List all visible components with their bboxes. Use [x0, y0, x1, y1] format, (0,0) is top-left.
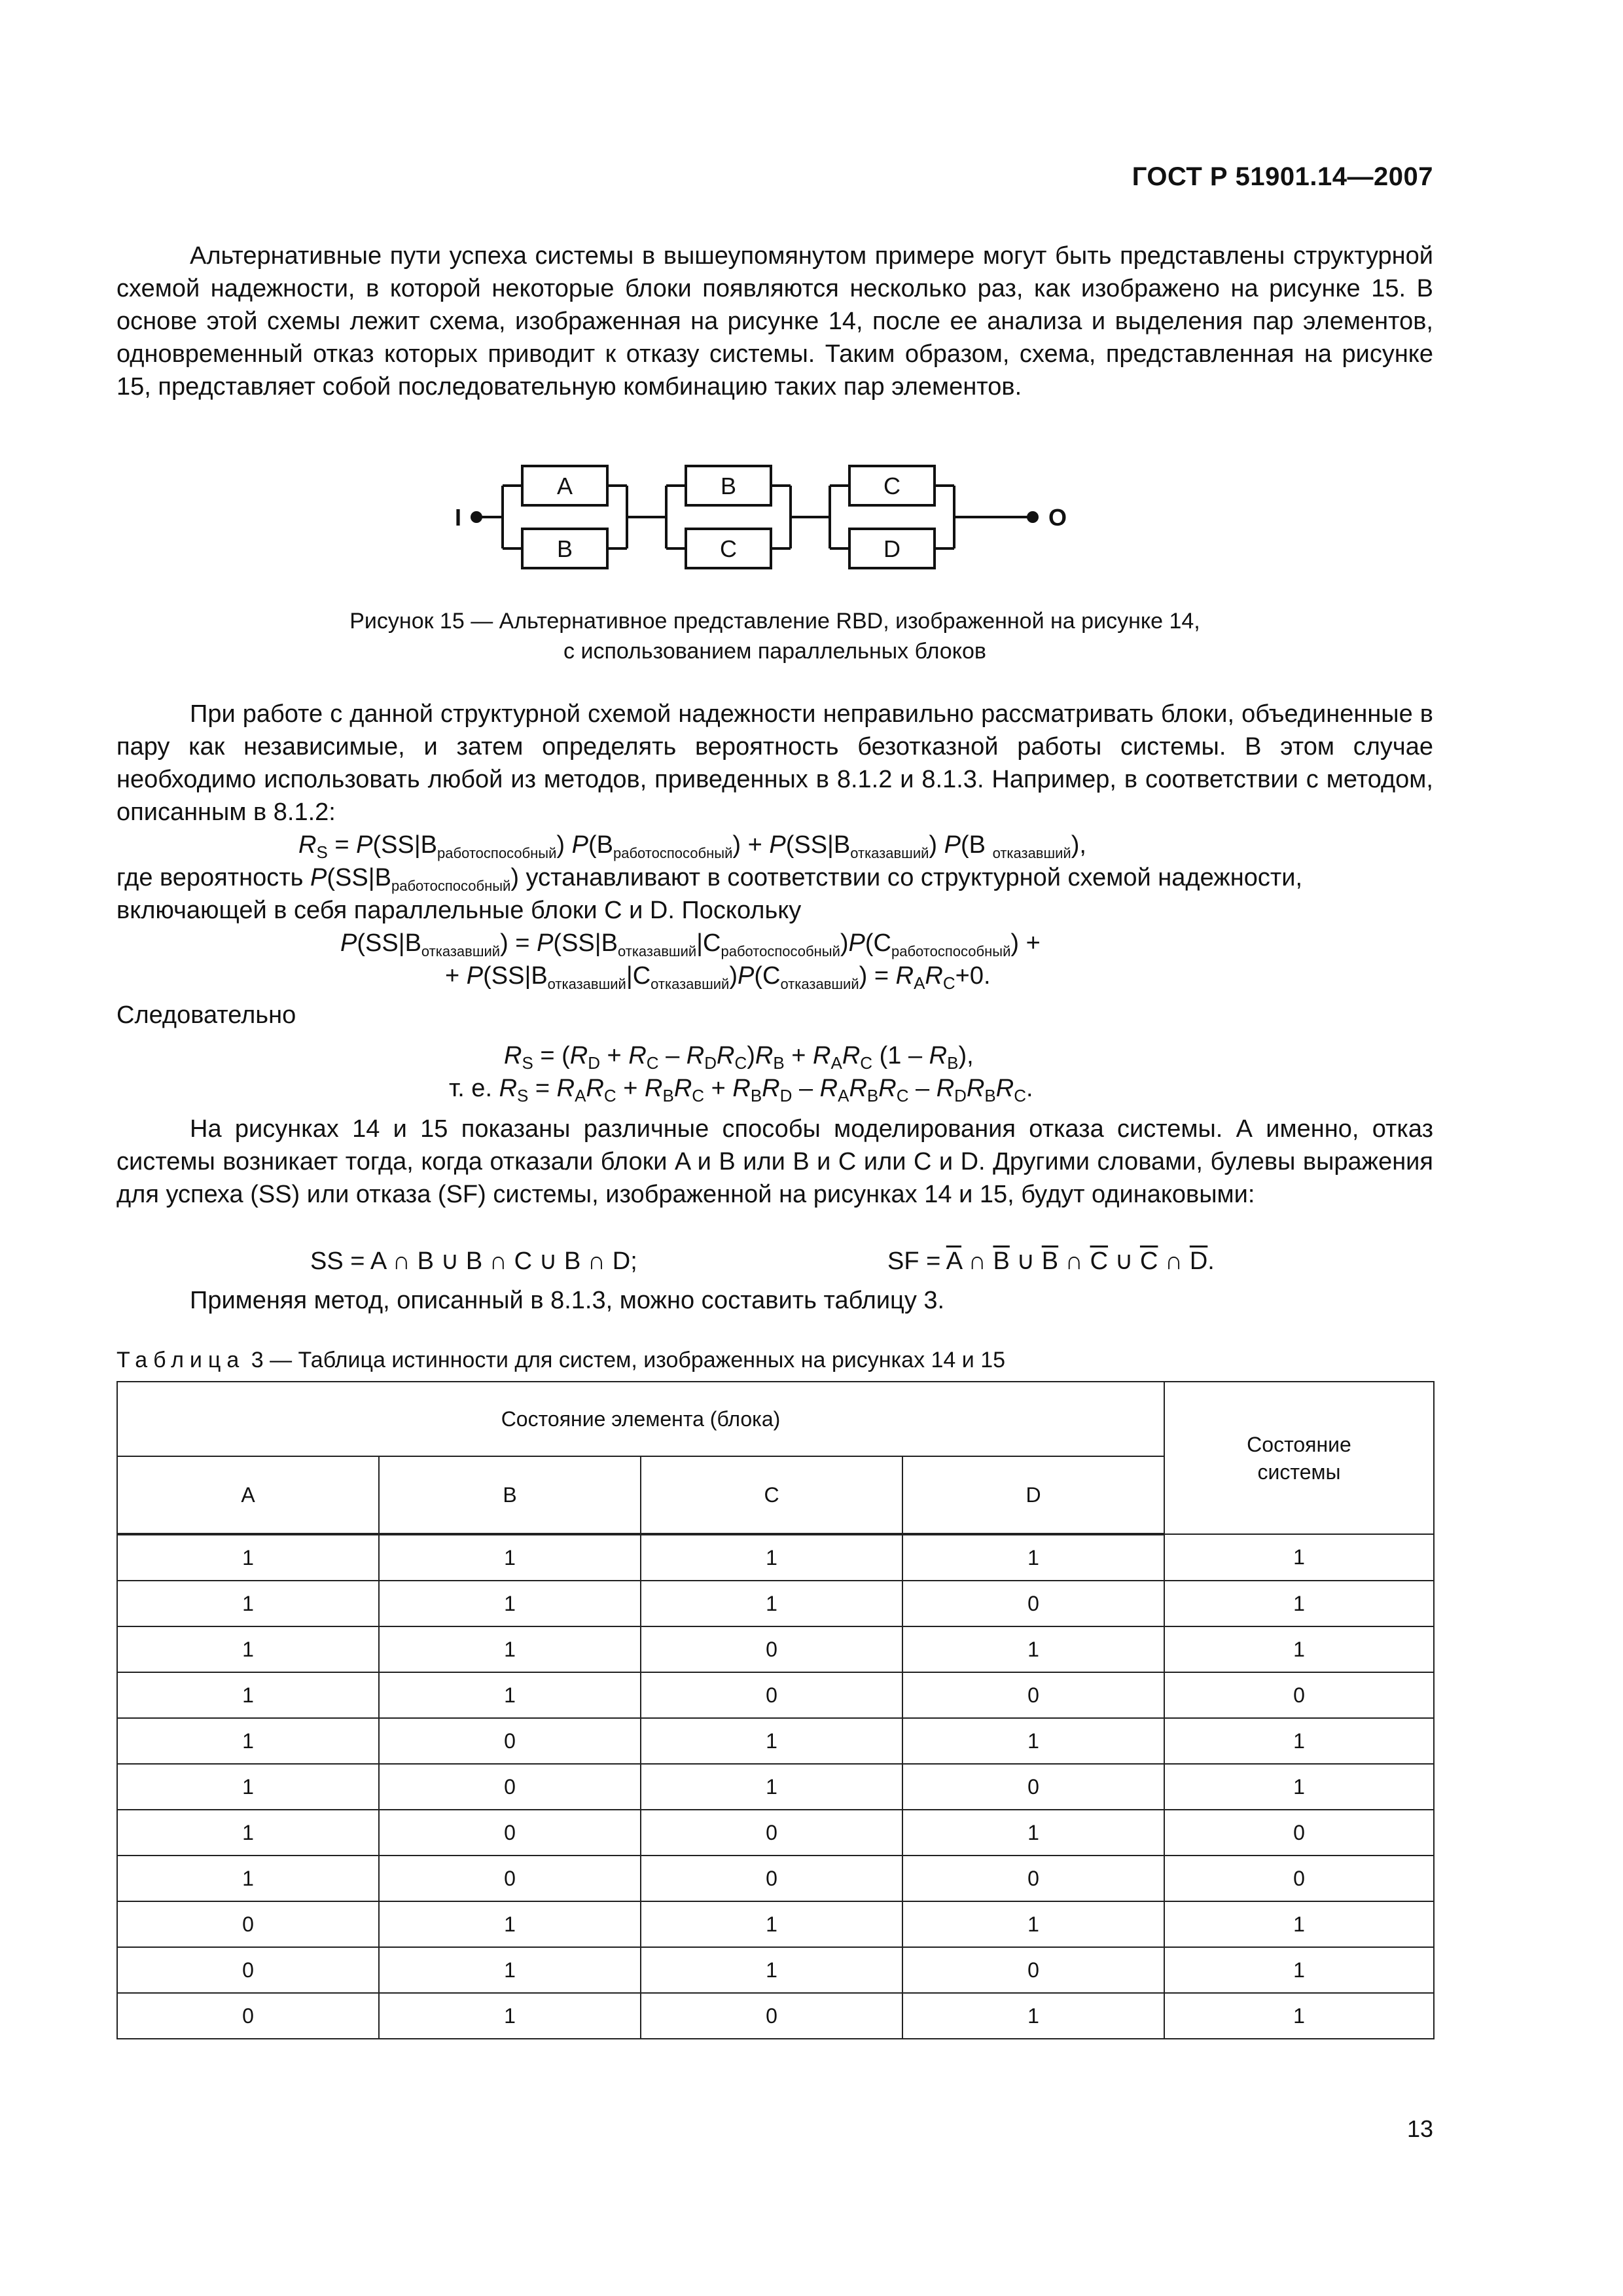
paragraph-text: Применяя метод, описанный в 8.1.3, можно составить таблицу 3.	[190, 1287, 945, 1314]
table-row	[117, 1856, 1434, 1901]
table-row	[117, 1947, 1434, 1993]
paragraph-alt-paths	[116, 240, 1433, 403]
table-cell: 0	[641, 1626, 902, 1672]
table-cell: 1	[379, 1901, 641, 1947]
table-row	[117, 1764, 1434, 1810]
truth-table-body	[117, 1534, 1434, 2039]
table-cell: 1	[641, 1718, 902, 1764]
table-cell: 1	[117, 1856, 379, 1901]
formula-ss: SS = A ∩ B ∪ B ∩ C ∪ B ∩ D;	[310, 1247, 637, 1275]
table-row	[117, 1581, 1434, 1626]
table-cell: 1	[902, 1626, 1164, 1672]
table-cell: 1	[902, 1534, 1164, 1581]
paragraph-failure-modes	[116, 1113, 1433, 1211]
table-cell: 0	[641, 1810, 902, 1856]
formula-pss-line2: + $P(SS|B_{отказавший}|C_{отказавший})P(C_{отказавший}) = R_AR_C+0$.	[445, 962, 991, 993]
table-cell: 0	[1164, 1856, 1434, 1901]
paragraph-text: На рисунках 14 и 15 показаны различные способы моделирования отказа системы. А именно, отказ системы возникает тогда, когда отказали блоки A и B или B и C или C и D. Другими словами, булевы выражения для успеха (SS) или отказа (SF) системы, изображенной на рисунках 14 и 15, будут одинаковыми:	[116, 1115, 1433, 1208]
table-row	[117, 1901, 1434, 1947]
table-row	[117, 1993, 1434, 2039]
paragraph-method	[116, 698, 1433, 829]
table-cell: 0	[117, 1947, 379, 1993]
table-cell: 1	[379, 1581, 641, 1626]
table-cell: 0	[379, 1718, 641, 1764]
block-label: C	[720, 535, 737, 562]
table-title: Таблица 3 — Таблица истинности для систем, изображенных на рисунках 14 и 15	[116, 1348, 1006, 1372]
table-cell: 1	[1164, 1764, 1434, 1810]
system-state-header: Состояние системы	[1164, 1382, 1434, 1534]
rbd-diagram-svg	[452, 452, 1119, 583]
table-cell: 1	[1164, 1947, 1434, 1993]
table-row	[117, 1626, 1434, 1672]
table-cell: 1	[117, 1626, 379, 1672]
table-cell: 1	[641, 1901, 902, 1947]
formula-pss-line1: $P(SS|B_{отказавший}) = P(SS|B_{отказавший}|C_{работоспособный})P(C_{работоспособный})$ +	[340, 929, 1041, 960]
column-header-b: B	[379, 1456, 641, 1534]
label-therefore	[116, 999, 1433, 1031]
paragraph-text: Следовательно	[116, 1001, 296, 1029]
page-number: 13	[1406, 2115, 1433, 2142]
column-header-c: C	[641, 1456, 902, 1534]
table-cell: 0	[641, 1672, 902, 1718]
truth-table	[116, 1381, 1435, 2039]
output-node	[1027, 511, 1039, 523]
column-header-d: D	[902, 1456, 1164, 1534]
table-cell: 1	[117, 1581, 379, 1626]
table-cell: 1	[902, 1810, 1164, 1856]
table-row	[117, 1534, 1434, 1581]
paragraph-table-intro	[116, 1284, 1433, 1317]
paragraph-text: включающей в себя параллельные блоки C и D. Поскольку	[116, 897, 802, 924]
formula-rs: $R_S = P(SS|B_{работоспособный}) P(B_{работоспособный}) + P(SS|B_{отказавший})$ P(B $_{отказавший}$),	[298, 831, 1086, 862]
table-cell: 1	[641, 1581, 902, 1626]
table-cell: 0	[902, 1764, 1164, 1810]
paragraph-where	[116, 861, 1433, 927]
caption-line: Рисунок 15 — Альтернативное представление RBD, изображенной на рисунке 14,	[349, 609, 1200, 634]
table-cell: 1	[902, 1993, 1164, 2039]
table-cell: 1	[1164, 1993, 1434, 2039]
table-cell: 1	[1164, 1718, 1434, 1764]
table-cell: 1	[379, 1947, 641, 1993]
rbd-diagram	[452, 452, 1119, 583]
table-cell: 1	[117, 1810, 379, 1856]
table-cell: 1	[117, 1534, 379, 1581]
output-label: O	[1048, 504, 1067, 531]
paragraph-text: где вероятность $P(SS|B_{работоспособный})$ устанавливают в соответствии со структурной схемой надежности,	[116, 864, 1303, 894]
table-cell: 1	[641, 1534, 902, 1581]
table-cell: 1	[117, 1718, 379, 1764]
figure-caption	[116, 606, 1433, 666]
table-cell: 1	[117, 1672, 379, 1718]
table-cell: 0	[1164, 1672, 1434, 1718]
table-cell: 0	[902, 1856, 1164, 1901]
block-label: B	[556, 535, 573, 562]
input-node	[471, 511, 482, 523]
table-row	[117, 1718, 1434, 1764]
table-cell: 1	[1164, 1901, 1434, 1947]
table-cell: 0	[902, 1581, 1164, 1626]
table-cell: 0	[379, 1810, 641, 1856]
table-cell: 0	[902, 1672, 1164, 1718]
table-cell: 0	[117, 1901, 379, 1947]
table-cell: 1	[379, 1534, 641, 1581]
block-label: C	[883, 473, 901, 499]
table-cell: 0	[641, 1856, 902, 1901]
paragraph-text: Альтернативные пути успеха системы в вышеупомянутом примере могут быть представлены структурной схемой надежности, в которой некоторые блоки появляются несколько раз, как изображено на рисунке 15. В основе этой схемы лежит схема, изображенная на рисунке 14, после ее анализа и выделения пар элементов, одновременный отказ которых приводит к отказу системы. Таким образом, схема, представленная на рисунке 15, представляет собой последовательную комбинацию таких пар элементов.	[116, 242, 1433, 401]
formula-rs-expanded: $R_S = (R_D + R_C - R_DR_C)R_B + R_AR_C$ $(1 - R_B)$,	[504, 1042, 974, 1073]
block-label: B	[720, 473, 737, 499]
table-cell: 1	[379, 1672, 641, 1718]
input-label: I	[454, 504, 462, 531]
table-cell: 1	[379, 1626, 641, 1672]
table-cell: 1	[117, 1764, 379, 1810]
table-cell: 1	[902, 1901, 1164, 1947]
table-cell: 0	[902, 1947, 1164, 1993]
table-cell: 1	[641, 1947, 902, 1993]
table-cell: 1	[641, 1764, 902, 1810]
table-cell: 0	[1164, 1810, 1434, 1856]
table-cell: 1	[1164, 1581, 1434, 1626]
table-cell: 1	[379, 1993, 641, 2039]
table-cell: 0	[117, 1993, 379, 2039]
document-id: ГОСТ Р 51901.14—2007	[1132, 162, 1433, 191]
table-cell: 0	[641, 1993, 902, 2039]
table-cell: 1	[902, 1718, 1164, 1764]
paragraph-text: При работе с данной структурной схемой надежности неправильно рассматривать блоки, объединенные в пару как независимые, и затем определять вероятность безотказной работы системы. В этом случае необходимо использовать любой из методов, приведенных в 8.1.2 и 8.1.3. Например, в соответствии с методом, описанным в 8.1.2:	[116, 700, 1433, 826]
group-header: Состояние элемента (блока)	[117, 1382, 1164, 1456]
block-label: D	[883, 535, 901, 562]
table-cell: 0	[379, 1856, 641, 1901]
formula-sf: SF = $\overline{A}$ ∩ $\overline{B}$ ∪ $\overline{B}$ ∩ $\overline{C}$ ∪ $\overline{C}$ ∩ $\overline{D}$.	[887, 1247, 1215, 1275]
formula-rs-final: т. е. $R_S = R_AR_C + R_BR_C + R_BR_D - R_AR_BR_C - R_DR_BR_C$.	[449, 1075, 1033, 1105]
block-label: A	[556, 473, 573, 499]
table-row	[117, 1810, 1434, 1856]
caption-line: с использованием параллельных блоков	[563, 639, 986, 664]
table-cell: 0	[379, 1764, 641, 1810]
table-row	[117, 1672, 1434, 1718]
column-header-a: A	[117, 1456, 379, 1534]
table-cell: 1	[1164, 1534, 1434, 1581]
table-cell: 1	[1164, 1626, 1434, 1672]
